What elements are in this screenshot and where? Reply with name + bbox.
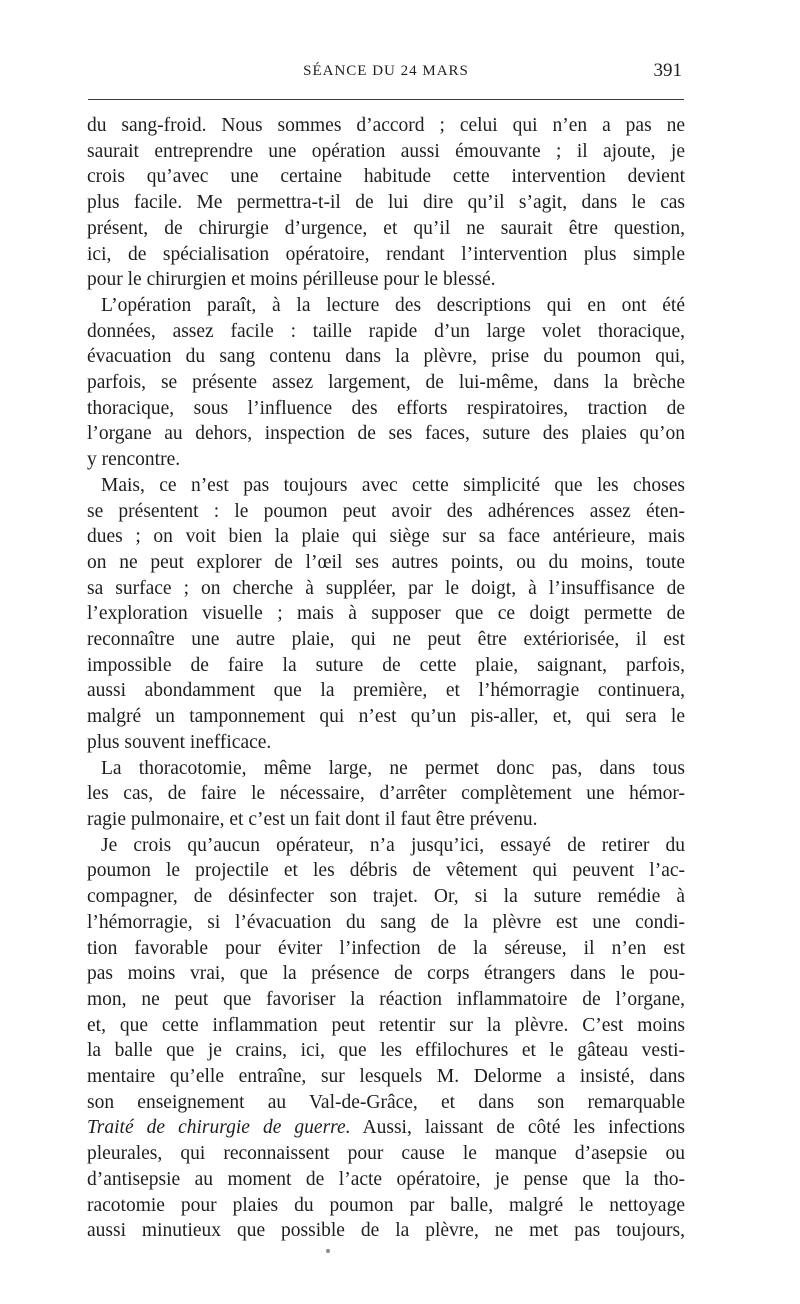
text-line: données, assez facile : taille rapide d’un large volet thoracique,: [87, 320, 685, 342]
text-line: y rencontre.: [87, 449, 181, 471]
text-line: La thoracotomie, même large, ne permet donc pas, dans tous: [101, 757, 685, 779]
text-line: dues ; on voit bien la plaie qui siège sur sa face antérieure, mais: [87, 526, 685, 548]
text-line: Mais, ce n’est pas toujours avec cette simplicité que les choses: [101, 474, 685, 496]
text-line: pour le chirurgien et moins périlleuse pour le blessé.: [87, 269, 496, 291]
text-line: thoracique, sous l’influence des efforts respiratoires, traction de: [87, 397, 685, 419]
text-line: tion favorable pour éviter l’infection de la séreuse, il n’en est: [87, 937, 685, 959]
text-line: et, que cette inflammation peut retentir sur la plèvre. C’est moins: [87, 1014, 685, 1036]
ink-speck: [326, 1249, 330, 1253]
text-line: pas moins vrai, que la présence de corps étrangers dans le pou-: [87, 963, 685, 985]
text-line: les cas, de faire le nécessaire, d’arrêter complètement une hémor-: [87, 783, 685, 805]
text-line: évacuation du sang contenu dans la plèvre, prise du poumon qui,: [87, 346, 685, 368]
text-line: Je crois qu’aucun opérateur, n’a jusqu’ici, essayé de retirer du: [101, 834, 685, 856]
text-line: présent, de chirurgie d’urgence, et qu’il ne saurait être question,: [87, 217, 685, 239]
text-line: parfois, se présente assez largement, de lui-même, dans la brèche: [87, 372, 685, 394]
text-line: ici, de spécialisation opératoire, rendant l’intervention plus simple: [87, 243, 685, 265]
text-line: reconnaître une autre plaie, qui ne peut être extériorisée, il est: [87, 629, 685, 651]
text-line: la balle que je crains, ici, que les effilochures et le gâteau vesti-: [87, 1040, 685, 1062]
text-line: L’opération paraît, à la lecture des descriptions qui en ont été: [101, 294, 685, 316]
text-line: mon, ne peut que favoriser la réaction inflammatoire de l’organe,: [87, 988, 685, 1010]
text-line: crois qu’avec une certaine habitude cette intervention devient: [87, 166, 685, 188]
text-line: du sang-froid. Nous sommes d’accord ; celui qui n’en a pas ne: [87, 115, 685, 136]
text-line: son enseignement au Val-de-Grâce, et dans son remarquable: [87, 1091, 685, 1113]
text-line: d’antisepsie au moment de l’acte opératoire, je pense que la tho-: [87, 1168, 685, 1190]
text-line: l’hémorragie, si l’évacuation du sang de la plèvre est une condi-: [87, 911, 685, 933]
cited-work-title: Traité de chirurgie de guerre.: [87, 1117, 351, 1139]
text-line: racotomie pour plaies du poumon par balle, malgré le nettoyage: [87, 1194, 685, 1216]
running-head: [88, 60, 684, 84]
text-line: impossible de faire la suture de cette plaie, saignant, parfois,: [87, 654, 685, 676]
text-line: aussi abondamment que la première, et l’hémorragie continuera,: [87, 680, 685, 702]
text-line: [87, 1115, 685, 1141]
header-rule: [88, 99, 684, 100]
running-title: SÉANCE DU 24 MARS: [303, 63, 469, 79]
body-text: [87, 113, 685, 1244]
text-line: se présentent : le poumon peut avoir des adhérences assez éten-: [87, 500, 685, 522]
text-line: saurait entreprendre une opération aussi émouvante ; il ajoute, je: [87, 140, 685, 162]
text-line: sa surface ; on cherche à suppléer, par le doigt, à l’insuffisance de: [87, 577, 685, 599]
text-line: plus souvent inefficace.: [87, 731, 272, 753]
text-line: l’organe au dehors, inspection de ses faces, suture des plaies qu’on: [87, 423, 685, 445]
text-line: plus facile. Me permettra-t-il de lui dire qu’il s’agit, dans le cas: [87, 192, 685, 214]
text-line: l’exploration visuelle ; mais à supposer que ce doigt permette de: [87, 603, 685, 625]
text-line: mentaire qu’elle entraîne, sur lesquels M. Delorme a insisté, dans: [87, 1066, 685, 1088]
text-line: ragie pulmonaire, et c’est un fait dont il faut être prévenu.: [87, 808, 538, 830]
text-line: on ne peut explorer de l’œil ses autres points, ou du moins, toute: [87, 551, 685, 573]
text-fragment: Aussi, laissant de côté les infections: [362, 1117, 685, 1139]
text-line: poumon le projectile et les débris de vêtement qui peuvent l’ac-: [87, 860, 685, 882]
text-line: malgré un tamponnement qui n’est qu’un pis-aller, et, qui sera le: [87, 706, 685, 728]
text-line: compagner, de désinfecter son trajet. Or, si la suture remédie à: [87, 886, 685, 908]
text-line: aussi minutieux que possible de la plèvre, ne met pas toujours,: [87, 1220, 685, 1242]
page-number: 391: [653, 60, 682, 81]
text-line: pleurales, qui reconnaissent pour cause le manque d’asepsie ou: [87, 1143, 685, 1165]
